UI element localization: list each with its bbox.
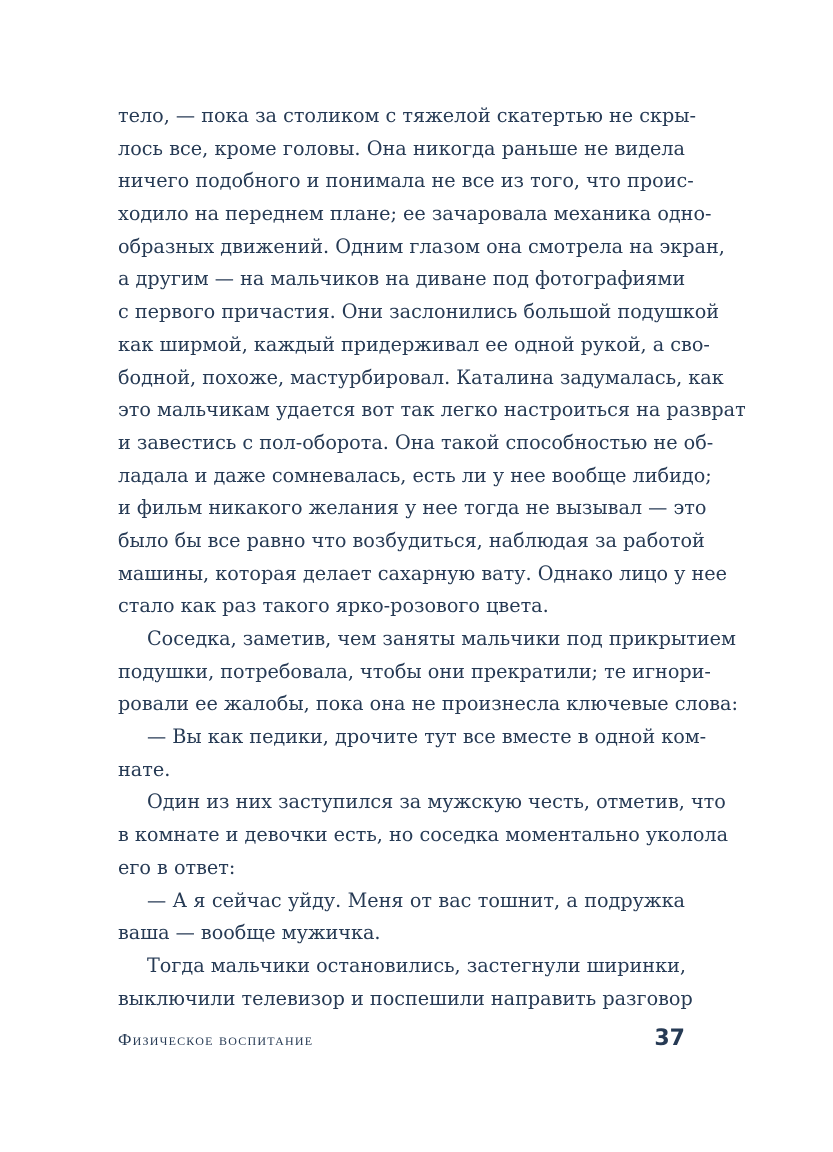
paragraph-end-line: ровали ее жалобы, пока она не произнесла ключевые слова:	[118, 692, 738, 716]
text-line: это мальчикам удается вот так легко настроиться на разврат	[118, 398, 746, 422]
text-line: в комнате и девочки есть, но соседка моментально уколола	[118, 823, 729, 847]
text-line: было бы все равно что возбудиться, наблюдая за работой	[118, 528, 705, 552]
text-line: ничего подобного и понимала не все из того, что проис-	[118, 169, 694, 193]
text-line: ходило на переднем плане; ее зачаровала механика одно-	[118, 202, 712, 226]
text-line: а другим — на мальчиков на диване под фотографиями	[118, 267, 686, 291]
text-line: с первого причастия. Они заслонились большой подушкой	[118, 300, 720, 324]
running-title: Физическое воспитание	[118, 1030, 314, 1049]
text-line: подушки, потребовала, чтобы они прекратили; те игнори-	[118, 659, 711, 683]
dialogue-line: — Вы как педики, дрочите тут все вместе в одной ком-	[147, 725, 707, 749]
text-line: тело, — пока за столиком с тяжелой скатертью не скры-	[118, 104, 697, 127]
page-footer	[118, 1024, 685, 1060]
text-line: машины, которая делает сахарную вату. Однако лицо у нее	[118, 561, 727, 585]
text-line: образных движений. Одним глазом она смотрела на экран,	[118, 234, 725, 258]
paragraph-end-line: стало как раз такого ярко-розового цвета.	[118, 594, 549, 618]
paragraph-end-line: нате.	[118, 757, 171, 781]
body-text	[118, 100, 746, 1015]
text-line: выключили телевизор и поспешили направить разговор	[118, 986, 693, 1010]
text-line: лось все, кроме головы. Она никогда раньше не видела	[118, 136, 685, 160]
paragraph-end-line: ваша — вообще мужичка.	[118, 921, 381, 945]
paragraph-start-line: Один из них заступился за мужскую честь, отметив, что	[147, 790, 726, 814]
page-number: 37	[654, 1026, 685, 1051]
text-line: и фильм никакого желания у нее тогда не вызывал — это	[118, 496, 707, 520]
paragraph-start-line: Соседка, заметив, чем заняты мальчики под прикрытием	[147, 627, 736, 650]
paragraph-end-line: его в ответ:	[118, 855, 236, 879]
text-line: ладала и даже сомневалась, есть ли у нее вообще либидо;	[118, 463, 712, 487]
text-line: бодной, похоже, мастурбировал. Каталина задумалась, как	[118, 365, 724, 389]
dialogue-line: — А я сейчас уйду. Меня от вас тошнит, а подружка	[147, 888, 685, 912]
text-line: и завестись с пол-оборота. Она такой способностью не об-	[118, 430, 714, 454]
paragraph-start-line: Тогда мальчики остановились, застегнули ширинки,	[147, 953, 686, 977]
text-line: как ширмой, каждый придерживал ее одной рукой, а сво-	[118, 332, 710, 356]
